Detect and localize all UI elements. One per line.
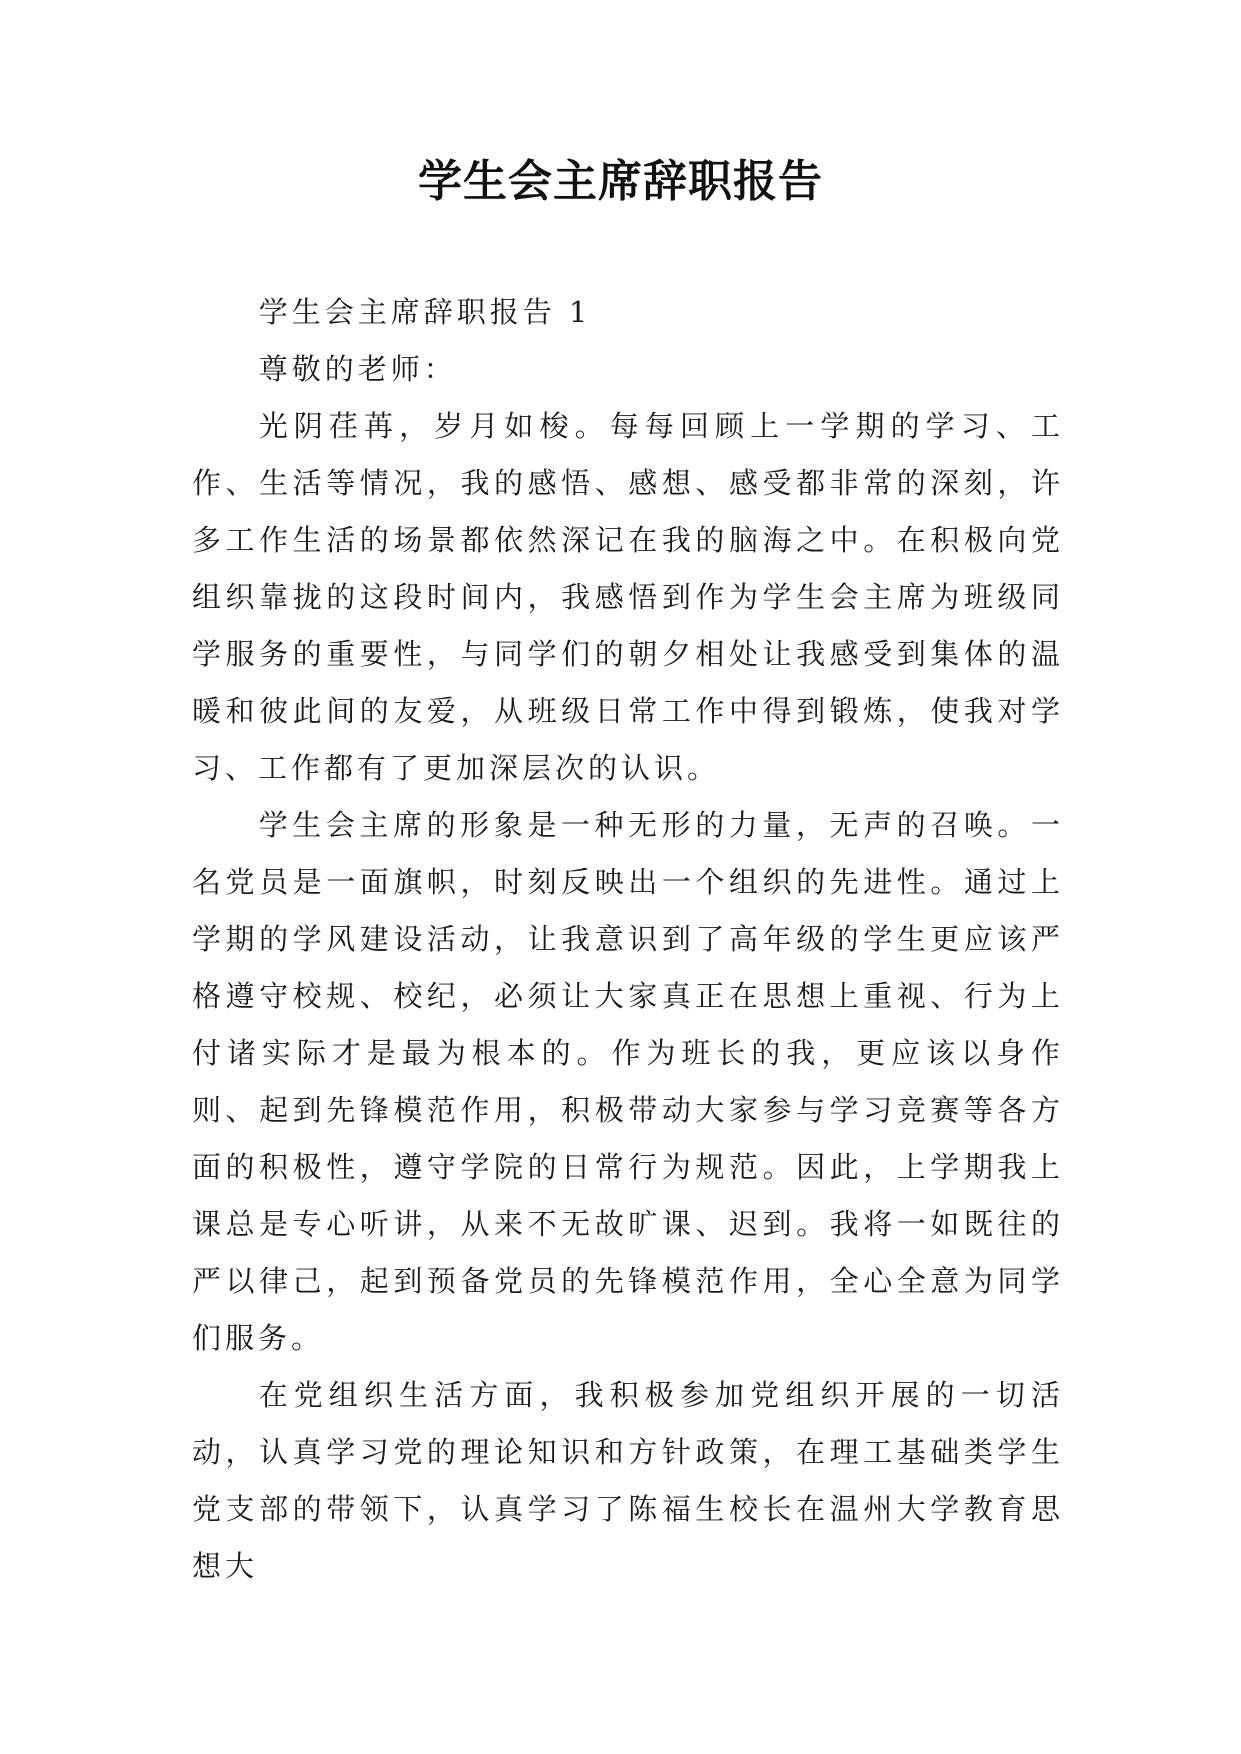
document-title: 学生会主席辞职报告 [418, 156, 823, 207]
document-body [192, 284, 1064, 1595]
report-heading: 学生会主席辞职报告 1 [258, 295, 592, 329]
body-paragraph: 在党组织生活方面，我积极参加党组织开展的一切活动，认真学习党的理论知识和方针政策，在理工基础类学生党支部的带领下，认真学习了陈福生校长在温州大学教育思想大 [192, 1378, 1064, 1583]
salutation: 尊敬的老师： [258, 352, 457, 386]
body-paragraph: 学生会主席的形象是一种无形的力量，无声的召唤。一名党员是一面旗帜，时刻反映出一个组织的先进性。通过上学期的学风建设活动，让我意识到了高年级的学生更应该严格遵守校规、校纪，必须让大家真正在思想上重视、行为上付诸实际才是最为根本的。作为班长的我，更应该以身作则、起到先锋模范作用，积极带动大家参与学习竞赛等各方面的积极性，遵守学院的日常行为规范。因此，上学期我上课总是专心听讲，从来不无故旷课、迟到。我将一如既往的严以律己，起到预备党员的先锋模范作用，全心全意为同学们服务。 [192, 808, 1064, 1355]
body-paragraph: 光阴荏苒，岁月如梭。每每回顾上一学期的学习、工作、生活等情况，我的感悟、感想、感受都非常的深刻，许多工作生活的场景都依然深记在我的脑海之中。在积极向党组织靠拢的这段时间内，我感悟到作为学生会主席为班级同学服务的重要性，与同学们的朝夕相处让我感受到集体的温暖和彼此间的友爱，从班级日常工作中得到锻炼，使我对学习、工作都有了更加深层次的认识。 [192, 409, 1064, 785]
